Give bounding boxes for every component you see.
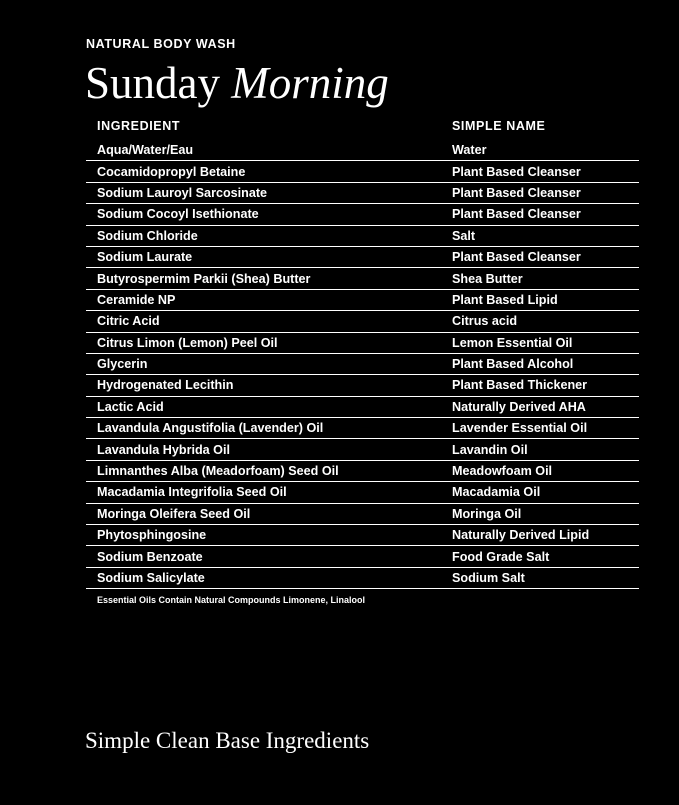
ingredient-cell: Sodium Salicylate (97, 571, 205, 585)
table-row (86, 418, 639, 439)
ingredient-cell: Citric Acid (97, 314, 160, 329)
ingredient-cell: Aqua/Water/Eau (97, 143, 194, 158)
simple-name-cell: Naturally Derived Lipid (452, 528, 590, 543)
ingredient-cell: Limnanthes Alba (Meadorfoam) Seed Oil (97, 464, 339, 479)
product-title-regular: Sunday (85, 58, 220, 108)
simple-name-cell: Shea Butter (452, 271, 523, 286)
simple-name-cell: Plant Based Cleanser (452, 250, 581, 265)
ingredient-cell: Sodium Lauroyl Sarcosinate (97, 185, 268, 200)
footnote: Essential Oils Contain Natural Compounds Limonene, Linalool (97, 595, 366, 606)
table-row (86, 226, 639, 247)
simple-name-cell: Meadowfoam Oil (452, 464, 553, 479)
ingredient-cell: Glycerin (97, 357, 148, 372)
table-row (86, 568, 639, 589)
ingredient-cell: Cocamidopropyl Betaine (97, 164, 246, 179)
simple-name-cell: Food Grade Salt (452, 549, 550, 564)
table-row (86, 204, 639, 225)
ingredient-cell: Ceramide NP (97, 292, 176, 307)
header-simple-name: SIMPLE NAME (452, 119, 546, 133)
header-ingredient: INGREDIENT (97, 119, 181, 133)
ingredient-cell: Lavandula Angustifolia (Lavender) Oil (97, 421, 324, 436)
table-row (86, 290, 639, 311)
ingredient-cell: Hydrogenated Lecithin (97, 378, 234, 393)
simple-name-cell: Naturally Derived AHA (452, 399, 586, 414)
ingredients-table (86, 112, 639, 605)
simple-name-cell: Plant Based Cleanser (452, 164, 581, 179)
ingredient-cell: Lactic Acid (97, 399, 164, 414)
table-row (86, 397, 639, 418)
ingredient-cell: Sodium Laurate (97, 250, 193, 265)
table-row (86, 525, 639, 546)
simple-name-cell: Plant Based Cleanser (452, 185, 581, 200)
table-header (86, 112, 639, 140)
simple-name-cell: Salt (452, 228, 476, 243)
ingredient-cell: Sodium Cocoyl Isethionate (97, 207, 259, 222)
table-body (86, 140, 639, 589)
table-row (86, 482, 639, 503)
table-row (86, 461, 639, 482)
ingredient-cell: Macadamia Integrifolia Seed Oil (97, 485, 287, 500)
table-row (86, 375, 639, 396)
table-row (86, 183, 639, 204)
simple-name-cell: Plant Based Lipid (452, 292, 558, 307)
simple-name-cell: Lavender Essential Oil (452, 421, 588, 436)
simple-name-cell: Macadamia Oil (452, 485, 541, 500)
ingredient-cell: Citrus Limon (Lemon) Peel Oil (97, 335, 278, 350)
table-row (86, 546, 639, 567)
ingredient-cell: Lavandula Hybrida Oil (97, 442, 230, 457)
ingredient-cell: Butyrospermim Parkii (Shea) Butter (97, 271, 311, 286)
simple-name-cell: Citrus acid (452, 314, 518, 329)
simple-name-cell: Plant Based Thickener (452, 378, 588, 393)
simple-name-cell: Sodium Salt (452, 571, 525, 585)
ingredient-cell: Sodium Benzoate (97, 549, 203, 564)
table-row (86, 161, 639, 182)
simple-name-cell: Plant Based Alcohol (452, 357, 574, 372)
table-row (86, 140, 639, 161)
table-row (86, 354, 639, 375)
table-row (86, 268, 639, 289)
simple-name-cell: Moringa Oil (452, 506, 522, 521)
table-row (86, 311, 639, 332)
simple-name-cell: Lemon Essential Oil (452, 335, 573, 350)
ingredient-cell: Sodium Chloride (97, 228, 198, 243)
tagline: Simple Clean Base Ingredients (85, 728, 370, 753)
product-title-italic: Morning (231, 58, 389, 108)
ingredient-cell: Moringa Oleifera Seed Oil (97, 506, 251, 521)
table-row (86, 439, 639, 460)
product-title (85, 55, 389, 111)
simple-name-cell: Lavandin Oil (452, 442, 528, 457)
eyebrow-label: NATURAL BODY WASH (86, 37, 236, 51)
simple-name-cell: Water (452, 143, 487, 158)
table-row (86, 504, 639, 525)
table-row (86, 247, 639, 268)
table-row (86, 333, 639, 354)
ingredient-cell: Phytosphingosine (97, 528, 207, 543)
simple-name-cell: Plant Based Cleanser (452, 207, 581, 222)
